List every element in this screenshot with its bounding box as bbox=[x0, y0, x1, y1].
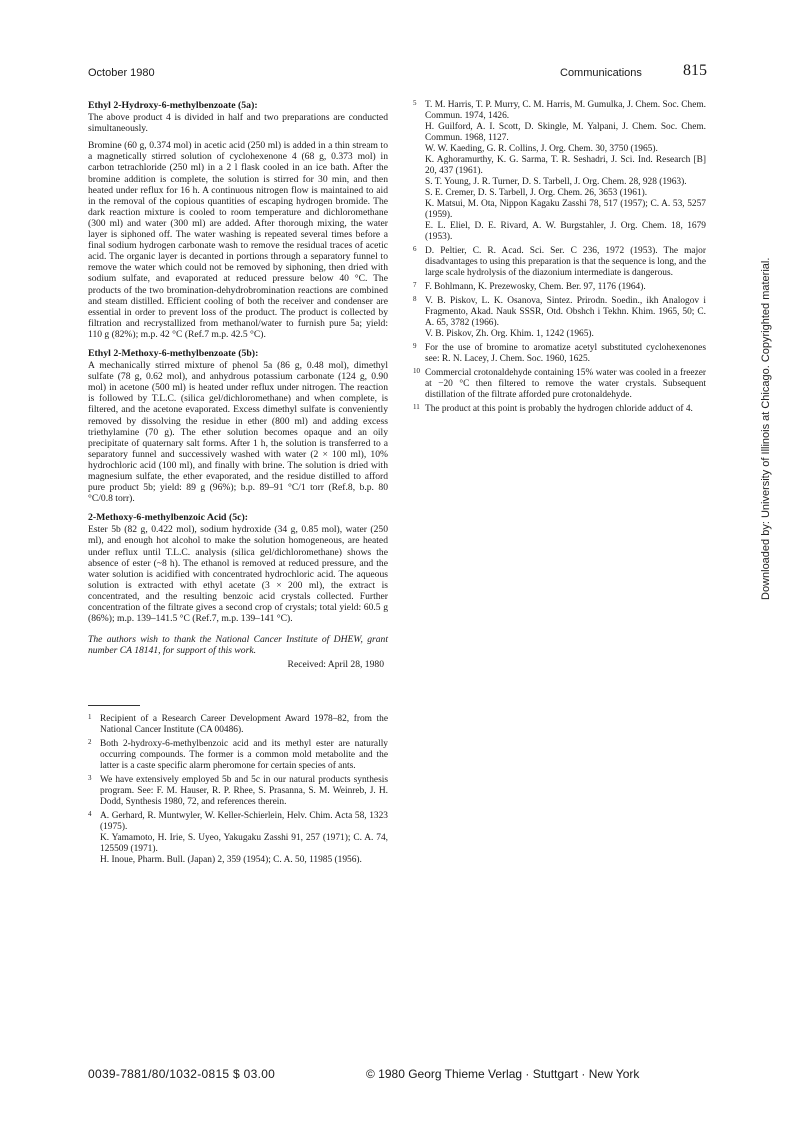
reference-text: We have extensively employed 5b and 5c in our natural products synthesis program. See: F. M. Hauser, R. P. Rhee, S. Prasanna, S. M. Weinreb, J. H. Dodd, Synthesis 1980, 72, and references therein. bbox=[100, 774, 388, 807]
download-note: Downloaded by: University of Illinois at Chicago. Copyrighted material. bbox=[760, 257, 772, 600]
reference-text: Both 2-hydroxy-6-methylbenzoic acid and its methyl ester are naturally occurring compounds. The former is a common mold metabolite and the latter is a caste specific alarm pheromone for certain species of ants. bbox=[100, 738, 388, 771]
footnote-number: 5 bbox=[413, 99, 417, 107]
reference-text: F. Bohlmann, K. Prezewosky, Chem. Ber. 97, 1176 (1964). bbox=[425, 282, 646, 292]
footnote-number: 3 bbox=[88, 773, 92, 782]
right-column bbox=[413, 100, 706, 418]
reference-text: Commercial crotonaldehyde containing 15% water was cooled in a freezer at −20 °C then filtered to remove the water crystals. Subsequent distillation of the filtrate afforded pure crotonaldehyde. bbox=[425, 368, 706, 400]
reference-text: A. Gerhard, R. Muntwyler, W. Keller-Schierlein, Helv. Chim. Acta 58, 1323 (1975). bbox=[100, 810, 388, 832]
section-5c bbox=[88, 512, 388, 624]
paragraph: Bromine (60 g, 0.374 mol) in acetic acid (250 ml) is added in a thin stream to a magnetically stirred solution of cyclohexenone 4 (68 g, 0.373 mol) in carbon tetrachloride (250 ml) in a 2 l flask cooled in an ice bath. After the bromine addition is complete, the solution is stirred for 30 min, and then heated under reflux for 16 h. A continuous nitrogen flow is maintained to aid in the removal of the copious quantities of escaping hydrogen bromide. The dark reaction mixture is cooled to room temperature and dichloromethane (300 ml) and water (300 ml) are added. After thorough mixing, the water layer is siphoned off. The water washing is repeated several times before a final sodium hydrogen carbonate wash to remove the residual traces of acetic acid. The organic layer is decanted in portions through a separatory funnel to remove the water which could not be removed by siphoning, then dried with sodium sulfate, and evaporated at reduced pressure below 40 °C. The products of the two bromination-dehydrobromination reactions are combined and steam distilled. Efficient cooling of both the receiver and condenser are essential in order to prevent loss of the product. The product is collected by filtration and recrystallized from methanol/water to furnish pure 5a; yield: 110 g (82%); m.p. 42 °C (Ref.7 m.p. 42.5 °C). bbox=[88, 140, 388, 340]
paragraph: The above product 4 is divided in half and two preparations are conducted simultaneously. bbox=[88, 112, 388, 135]
footnotes-right bbox=[413, 100, 706, 415]
acknowledgement: The authors wish to thank the National Cancer Institute of DHEW, grant number CA 18141, for support of this work. bbox=[88, 634, 388, 657]
reference-text: K. Matsui, M. Ota, Nippon Kagaku Zasshi 78, 517 (1957); C. A. 53, 5257 (1959). bbox=[425, 199, 706, 220]
footnote-number: 4 bbox=[88, 809, 92, 818]
footnote-divider bbox=[88, 705, 140, 706]
reference-text: For the use of bromine to aromatize acetyl substituted cyclohexenones see: R. N. Lacey, J. Chem. Soc. 1960, 1625. bbox=[425, 343, 706, 364]
reference-text: H. Inoue, Pharm. Bull. (Japan) 2, 359 (1954); C. A. 50, 11985 (1956). bbox=[100, 854, 362, 865]
footnote-number: 8 bbox=[413, 295, 417, 303]
reference-text: E. L. Eliel, D. E. Rivard, A. W. Burgstahler, J. Org. Chem. 18, 1679 (1953). bbox=[425, 221, 706, 242]
section-title: 2-Methoxy-6-methylbenzoic Acid (5c): bbox=[88, 512, 248, 524]
reference-text: V. B. Piskov, L. K. Osanova, Sintez. Prirodn. Soedin., ikh Analogov i Fragmento, Akad. Nauk SSSR, Otd. Obshch i Tekhn. Khim. 1965, 50; C. A. 65, 3782 (1966). bbox=[425, 296, 706, 328]
footnote-number: 6 bbox=[413, 245, 417, 253]
running-header-date: October 1980 bbox=[88, 67, 155, 79]
footnote bbox=[88, 739, 388, 772]
left-column bbox=[88, 100, 388, 869]
footnote bbox=[413, 404, 706, 415]
reference-text: K. Aghoramurthy, K. G. Sarma, T. R. Seshadri, J. Sci. Ind. Research [B] 20, 437 (1961). bbox=[425, 155, 706, 176]
footnote bbox=[413, 296, 706, 340]
footnote bbox=[88, 714, 388, 736]
reference-text: D. Peltier, C. R. Acad. Sci. Ser. C 236, 1972 (1953). The major disadvantages to using this preparation is that the sequence is long, and the large scale hydrolysis of the diazonium intermediate is dangerous. bbox=[425, 246, 706, 278]
reference-text: H. Guilford, A. I. Scott, D. Skingle, M. Yalpani, J. Chem. Soc. Chem. Commun. 1968, 1127. bbox=[425, 122, 706, 143]
section-title: Ethyl 2-Methoxy-6-methylbenzoate (5b): bbox=[88, 347, 259, 359]
footnotes-left bbox=[88, 714, 388, 866]
running-header-section: Communications bbox=[560, 67, 642, 79]
reference-text: The product at this point is probably the hydrogen chloride adduct of 4. bbox=[425, 404, 693, 414]
footnote-number: 9 bbox=[413, 342, 417, 350]
reference-text: V. B. Piskov, Zh. Org. Khim. 1, 1242 (1965). bbox=[425, 329, 594, 339]
reference-text: K. Yamamoto, H. Irie, S. Uyeo, Yakugaku Zasshi 91, 257 (1971); C. A. 74, 125509 (1971). bbox=[100, 832, 388, 854]
reference-text: Recipient of a Research Career Development Award 1978–82, from the National Cancer Institute (CA 00486). bbox=[100, 713, 388, 735]
paragraph: Ester 5b (82 g, 0.422 mol), sodium hydroxide (34 g, 0.85 mol), water (250 ml), and enough hot alcohol to make the solution homogeneous, are heated under reflux until T.L.C. analysis (silica gel/dichloromethane) shows the absence of ester (~8 h). The ethanol is removed at reduced pressure, and the water solution is acidified with concentrated hydrochloric acid. The aqueous solution is extracted with ethyl acetate (3 × 200 ml), the extract is concentrated, and the resulting benzoic acid crystals collected. Further concentration of the filtrate gives a second crop of crystals; total yield: 60.5 g (86%); m.p. 139–141.5 °C (Ref.7, m.p. 139–141 °C). bbox=[88, 524, 388, 625]
section-5a bbox=[88, 100, 388, 340]
footnote bbox=[413, 343, 706, 365]
section-title: Ethyl 2-Hydroxy-6-methylbenzoate (5a): bbox=[88, 100, 258, 111]
received-date: Received: April 28, 1980 bbox=[287, 659, 384, 671]
footnote bbox=[88, 775, 388, 808]
reference-text: T. M. Harris, T. P. Murry, C. M. Harris, M. Gumulka, J. Chem. Soc. Chem. Commun. 1974, 1426. bbox=[425, 100, 706, 121]
footnote-number: 10 bbox=[413, 367, 420, 375]
footnote-number: 11 bbox=[413, 403, 420, 411]
footnote-number: 1 bbox=[88, 712, 92, 721]
footnote-number: 7 bbox=[413, 281, 417, 289]
footnote bbox=[413, 368, 706, 401]
footnote-number: 2 bbox=[88, 737, 92, 746]
footnote bbox=[88, 811, 388, 866]
reference-text: S. E. Cremer, D. S. Tarbell, J. Org. Chem. 26, 3653 (1961). bbox=[425, 188, 648, 198]
paragraph: A mechanically stirred mixture of phenol 5a (86 g, 0.48 mol), dimethyl sulfate (78 g, 0.62 mol), and anhydrous potassium carbonate (124 g, 0.90 mol) in acetone (500 ml) is heated under reflux under nitrogen. The reaction is followed by T.L.C. (silica gel/dichloromethane) and when complete, is filtered, and the acetone evaporated. Excess dimethyl sulfate is conveniently removed by dissolving the residue in ether (800 ml) and adding excess triethylamine (70 g). The ether solution becomes opaque and an oily precipitate of quaternary salt forms. After 1 h, the solution is transferred to a separatory funnel and successively washed with water (2 × 100 ml), 10% hydrochloric acid (100 ml), and finally with brine. The solution is dried with magnesium sulfate, the ether evaporated, and the residue distilled to afford pure product 5b; yield: 89 g (96%); b.p. 89–91 °C/1 torr (Ref.8, b.p. 80 °C/0.8 torr). bbox=[88, 360, 388, 505]
page-number: 815 bbox=[683, 62, 707, 79]
publisher-line: © 1980 Georg Thieme Verlag · Stuttgart · New York bbox=[366, 1067, 640, 1081]
footnote bbox=[413, 100, 706, 243]
section-5b bbox=[88, 348, 388, 504]
reference-text: W. W. Kaeding, G. R. Collins, J. Org. Chem. 30, 3750 (1965). bbox=[425, 144, 658, 154]
reference-text: S. T. Young, J. R. Turner, D. S. Tarbell, J. Org. Chem. 28, 928 (1963). bbox=[425, 177, 687, 187]
footnote bbox=[413, 246, 706, 279]
journal-code: 0039-7881/80/1032-0815 $ 03.00 bbox=[88, 1067, 276, 1081]
footnote bbox=[413, 282, 706, 293]
